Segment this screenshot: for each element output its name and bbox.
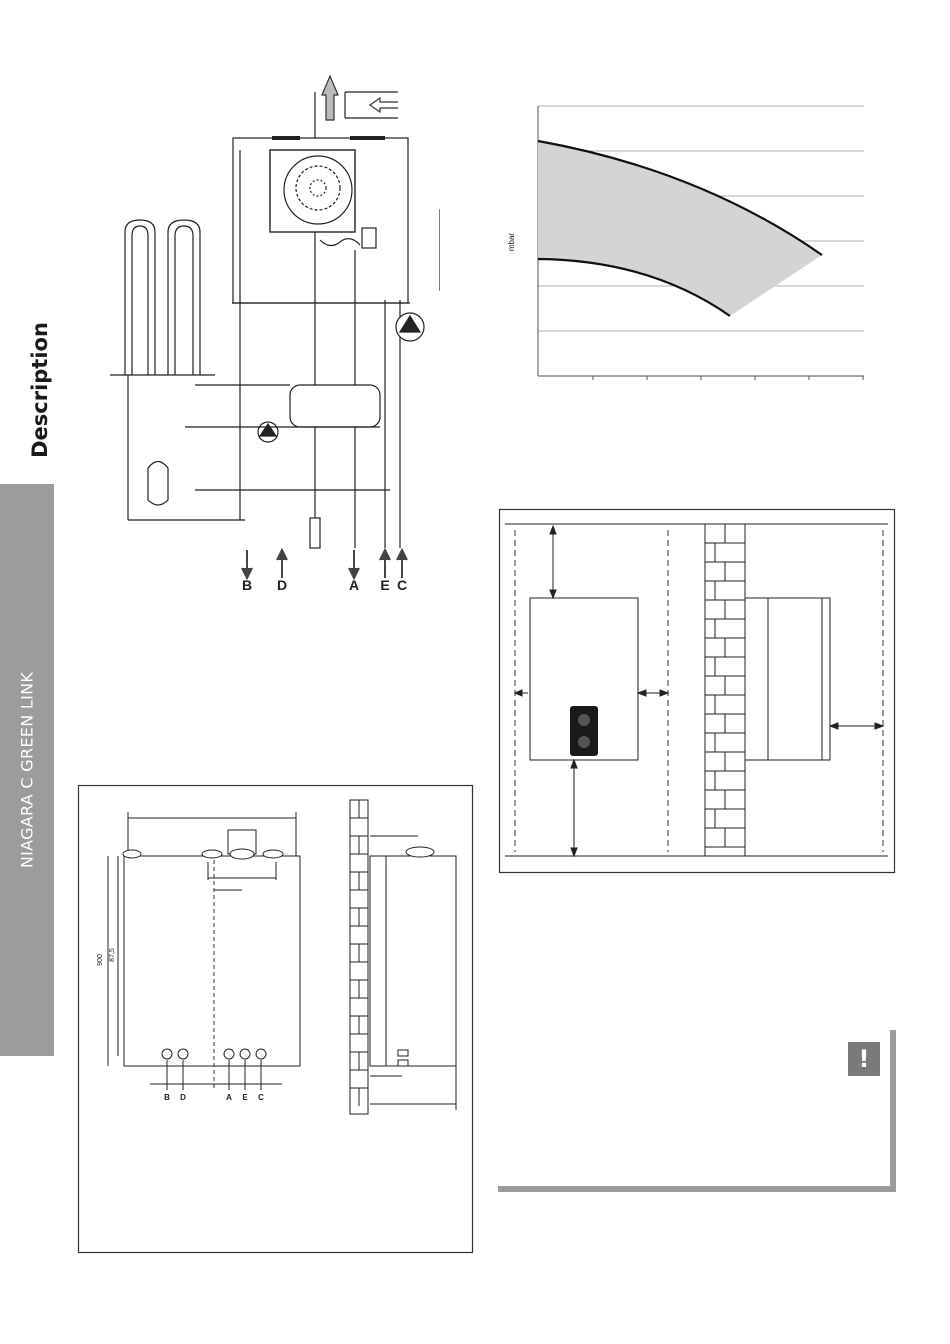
control-panel [570, 706, 598, 756]
warning-border-right [890, 1030, 896, 1192]
heat-exchanger [270, 150, 355, 232]
dimension-drawing [76, 784, 474, 1254]
dim-label-d: D [180, 1093, 186, 1102]
section-title: Description [28, 322, 52, 458]
y-axis-label: mbar [507, 232, 516, 252]
conn-label-e: E [380, 577, 390, 593]
clearance-drawing [498, 508, 896, 874]
dim-label-a: A [226, 1093, 232, 1102]
dim-label-c: C [258, 1093, 264, 1102]
conn-label-d: D [276, 577, 288, 593]
boiler-side [745, 598, 830, 760]
dim-875: 87,5 [109, 948, 116, 962]
hydraulic-schematic [100, 70, 440, 610]
front-view [124, 856, 300, 1066]
warning-border-bottom [498, 1186, 896, 1192]
exclamation-icon: ! [848, 1042, 880, 1076]
conn-label-a: A [348, 577, 360, 593]
product-name: NIAGARA C GREEN LINK [17, 671, 37, 869]
dim-900: 900 [97, 954, 104, 966]
conn-label-c: C [396, 577, 408, 593]
pump-curve-chart [500, 95, 880, 395]
dim-label-e: E [242, 1093, 248, 1102]
dim-label-b: B [164, 1093, 170, 1102]
air-inlet-arrow [370, 98, 398, 112]
boiler-casing [233, 138, 408, 303]
plate-exchanger [290, 385, 380, 427]
side-wall [350, 800, 368, 1114]
side-view [370, 856, 456, 1066]
flue-outlet-arrow [322, 76, 338, 120]
brick-wall [705, 524, 745, 856]
conn-label-b: B [241, 577, 253, 593]
warning-box [498, 1030, 896, 1192]
tank-coil [125, 220, 155, 375]
burner-ring [284, 156, 352, 224]
